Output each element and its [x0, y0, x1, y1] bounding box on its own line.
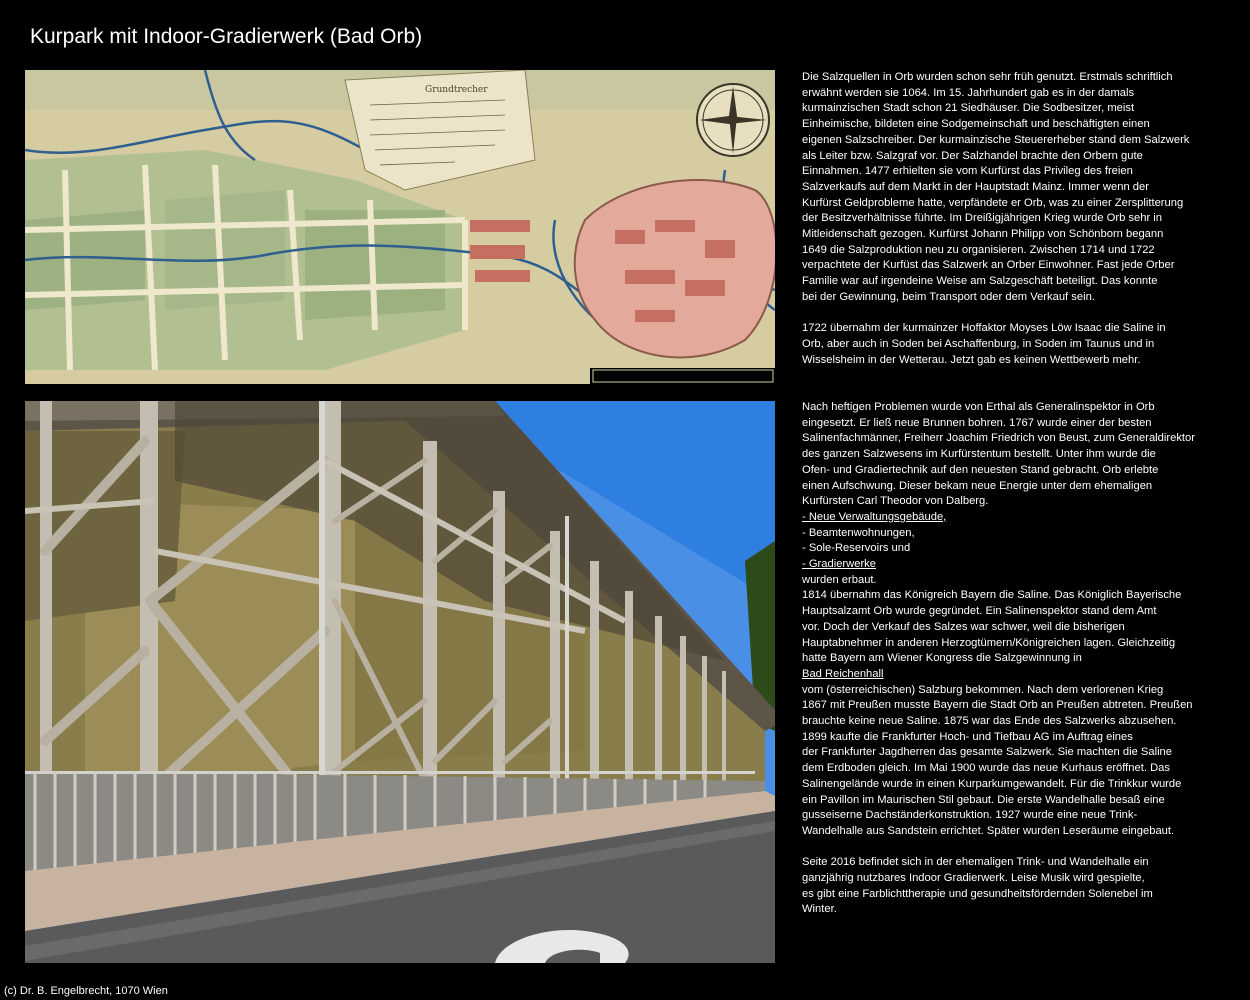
copyright-footer: (c) Dr. B. Engelbrecht, 1070 Wien: [4, 985, 168, 997]
link-verwaltungsgebaeude[interactable]: - Neue Verwaltungsgebäude,: [802, 510, 947, 523]
link-bad-reichenhall[interactable]: Bad Reichenhall: [802, 667, 884, 680]
history-paragraph-1: Die Salzquellen in Orb wurden schon sehr früh genutzt. Erstmals schriftlich erwähnt werden sie 1064. Im 15. Jahrhundert gab es in der damals kurmainzischen Stadt schon 21 Siedhäuser. Die Sodbesitzer, meist Einheimische, bildeten eine Sodgemeinschaft und beschäftigten einen eigenen Salzschreiber. Der kurmainzische Steuererheber stand dem Salzwerk als Leiter bzw. Salzgraf vor. Der Salzhandel brachte den Orbern gute Einnahmen. 1477 erhielten sie vom Kurfürst das Privileg des freien Salzverkaufs auf dem Markt in der Hauptstadt Mainz. Immer wenn der Kurfürst Geldprobleme hatte, verpfändete er Orb, was zu einer Zersplitterung der Besitzverhältnisse führte. Im Dreißigjährigen Krieg wurde Orb sehr in Mitleidenschaft gezogen. Kurfürst Johann Philipp von Schönborn begann 1649 die Salzproduktion neu zu organisieren. Zwischen 1714 und 1722 verpachtete der Kurfüst das Salzwerk an Orber Einwohner. Fast jede Orber Familie war auf irgendeine Weise am Salzgeschäft beteiligt. Das konnte bei der Gewinnung, beim Transport oder dem Verkauf sein.: [802, 71, 1190, 303]
list-item-beamtenwohnungen: - Beamtenwohnungen,: [802, 526, 915, 539]
history-paragraph-3: Nach heftigen Problemen wurde von Erthal als Generalinspektor in Orb eingesetzt. Er ließ neue Brunnen bohren. 1767 wurde einer der besten Salinenfachmänner, Freiherr Joachim Friedrich von Beust, zum Generaldirektor des ganzen Salzwesens im Kurfürstentum bestellt. Unter ihm wurde die Ofen- und Gradiertechnik auf den neuesten Stand gebracht. Orb erlebte einen Aufschwung. Dieser bekam neue Energie unter dem ehemaligen Kurfürsten Carl Theodor von Dalberg.: [802, 401, 1195, 508]
page-title: Kurpark mit Indoor-Gradierwerk (Bad Orb): [30, 25, 423, 48]
wurden-erbaut-text: wurden erbaut.: [802, 573, 877, 586]
list-item-sole-reservoirs: - Sole-Reservoirs und: [802, 542, 911, 555]
history-text-bottom: [802, 400, 1232, 918]
link-gradierwerke[interactable]: - Gradierwerke: [802, 558, 876, 571]
gradierwerk-image: [25, 401, 775, 963]
history-text-top: [802, 70, 1222, 368]
history-paragraph-2: 1722 übernahm der kurmainzer Hoffaktor Moyses Löw Isaac die Saline in Orb, aber auch in Soden bei Aschaffenburg, in Soden im Taunus und in Wisselsheim in der Wetterau. Jetzt gab es keinen Wettbewerb mehr.: [802, 322, 1166, 366]
history-paragraph-5: vom (österreichischen) Salzburg bekommen. Nach dem verlorenen Krieg 1867 mit Preußen musste Bayern die Stadt Orb an Preußen abtreten. Preußen brauchte keine neue Saline. 1875 war das Ende des Salzwerks abzusehen. 1899 kaufte die Frankfurter Hoch- und Tiefbau AG im Auftrag eines der Frankfurter Jagdherren das gesamte Salzwerk. Sie machten die Saline dem Erdboden gleich. Im Mai 1900 wurde das neue Kurhaus eröffnet. Das Salinengelände wurde in einen Kurparkumgewandelt. Für die Trinkkur wurde ein Pavillon im Maurischen Stil gebaut. Die erste Wandelhalle besaß eine gusseiserne Dachständerkonstruktion. 1927 wurde eine neue Trink- Wandelhalle aus Sandstein errichtet. Später wurden Leseräume eingebaut.: [802, 683, 1193, 837]
map-legend-title: Grundtrecher: [425, 85, 488, 95]
history-paragraph-4: 1814 übernahm das Königreich Bayern die Saline. Das Königlich Bayerische Hauptsalzamt Orb wurde gegründet. Ein Salinenspektor stand dem Amt vor. Doch der Verkauf des Salzes war schwer, weil die bisherigen Hauptabnehmer in anderen Herzogtümern/Königreichen lagen. Gleichzeitig hatte Bayern am Wiener Kongress die Salzgewinnung in: [802, 589, 1182, 665]
history-paragraph-6: Seite 2016 befindet sich in der ehemaligen Trink- und Wandelhalle ein ganzjährig nutzbares Indoor Gradierwerk. Leise Musik wird gespielte, es gibt eine Farblichttherapie und gesundheitsfördernden Solenebel im Winter.: [802, 856, 1153, 916]
historic-map-image: [25, 70, 775, 384]
